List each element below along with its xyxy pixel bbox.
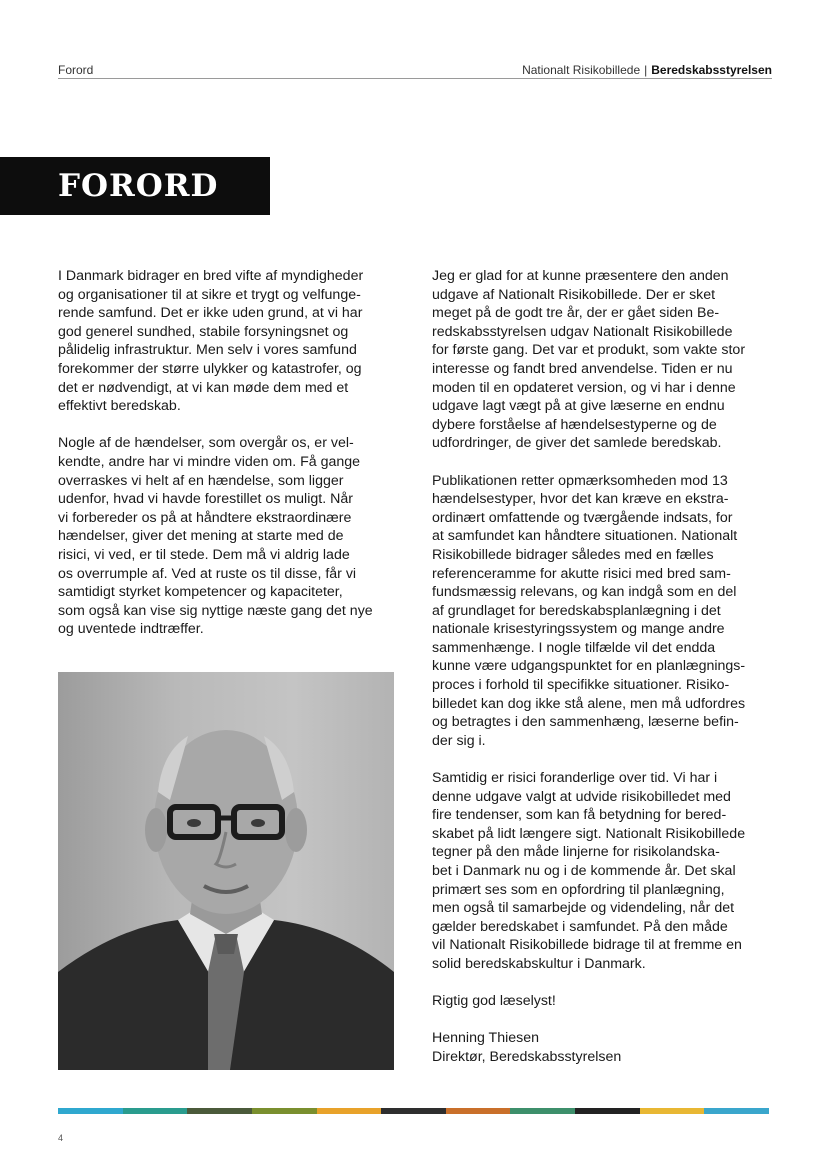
right-paragraph-1: Jeg er glad for at kunne præsentere den anden udgave af Nationalt Risikobillede. Der er sket meget på de godt tre år, der er gået siden Be- redskabsstyrelsen udgav Nationalt Risikobillede for første gang. Det var et produkt, som vakte stor interesse og fandt bred anvendelse. Tiden er nu moden til en opdateret version, og vi har i denne udgave lagt vægt på at give læserne en endnu dybere forståelse af hændelsestyperne og de udfordringer, de giver det samlede beredskab. <box>432 268 746 452</box>
stripe-segment <box>446 1108 511 1114</box>
header-rule <box>58 78 772 79</box>
stripe-segment <box>317 1108 382 1114</box>
title-bar <box>0 157 270 215</box>
stripe-segment <box>252 1108 317 1114</box>
right-paragraph-2: Publikationen retter opmærksomheden mod 13 hændelsestyper, hvor det kan kræve en ekstra- ordinært omfattende og tværgående indsats, for at samfundet kan håndtere situationen. Nationalt Risikobillede bidrager således med en fælles referenceramme for akutte risici med bred sam- fundsmæssig relevans, og kan indgå som en del af grundlaget for beredskabsplanlægning i det nationale krisestyringssystem og mange andre sammenhænge. I nogle tilfælde vil det endda kunne være udgangspunktet for en planlægnings- proces i forhold til specifikke situationer. Risiko- billedet kan dog ikke stå alene, men må udfordres og betragtes i den sammenhæng, læserne befin- der sig i. <box>432 472 746 749</box>
stripe-segment <box>575 1108 640 1114</box>
stripe-segment <box>510 1108 575 1114</box>
page-title: FORORD <box>58 168 219 204</box>
signature-title: Direktør, Beredskabsstyrelsen <box>432 1048 622 1065</box>
header-section-label: Forord <box>58 63 94 77</box>
signature <box>432 1029 777 1066</box>
header-organization: Beredskabsstyrelsen <box>651 63 772 77</box>
stripe-segment <box>187 1108 252 1114</box>
left-paragraph-1: I Danmark bidrager en bred vifte af myndigheder og organisationer til at sikre et trygt og velfunge- rende samfund. Det er ikke uden grund, at vi har god generel sundhed, stabile forsyningsnet og pålidelig infrastruktur. Men selv i vores samfund forekommer der større ulykker og katastrofer, og det er nødvendigt, at vi kan møde dem med et effektivt beredskab. <box>58 268 364 415</box>
footer-color-stripe <box>58 1108 769 1114</box>
stripe-segment <box>58 1108 123 1114</box>
right-paragraph-4: Rigtig god læselyst! <box>432 993 556 1010</box>
page-number: 4 <box>58 1133 64 1143</box>
stripe-segment <box>640 1108 705 1114</box>
header-publication <box>522 63 772 77</box>
left-paragraph-2: Nogle af de hændelser, som overgår os, er vel- kendte, andre har vi mindre viden om. Få gange overraskes vi helt af en hændelse, som ligger udenfor, hvad vi havde forestillet os muligt. Når vi forbereder os på at håndtere ekstraordinære hændelser, giver det mening at starte med de risici, vi ved, er til stede. Dem må vi aldrig lade os overrumple af. Ved at ruste os til disse, får vi samtidigt styrket kompetencer og kapaciteter, som også kan vise sig nyttige næste gang det nye og uventede indtræffer. <box>58 435 373 638</box>
stripe-segment <box>123 1108 188 1114</box>
portrait-image <box>58 672 394 1070</box>
right-paragraph-3: Samtidig er risici foranderlige over tid. Vi har i denne udgave valgt at udvide risikobilledet med fire tendenser, som kan få betydning for bered- skabet på lidt længere sigt. Nationalt Risikobillede tegner på den måde linjerne for risikolandska- bet i Danmark nu og i de kommende år. Det skal primært ses som en opfordring til planlægning, men også til samarbejde og videndeling, når det gælder beredskabet i samfundet. På den måde vil Nationalt Risikobillede bidrage til at fremme en solid beredskabskultur i Danmark. <box>432 770 746 972</box>
stripe-segment <box>704 1108 769 1114</box>
right-column <box>432 267 777 1067</box>
header-publication-title: Nationalt Risikobillede <box>522 63 641 77</box>
signature-name: Henning Thiesen <box>432 1030 540 1047</box>
left-column <box>58 267 403 657</box>
header-separator: | <box>644 63 648 77</box>
portrait-photo <box>58 672 394 1070</box>
stripe-segment <box>381 1108 446 1114</box>
